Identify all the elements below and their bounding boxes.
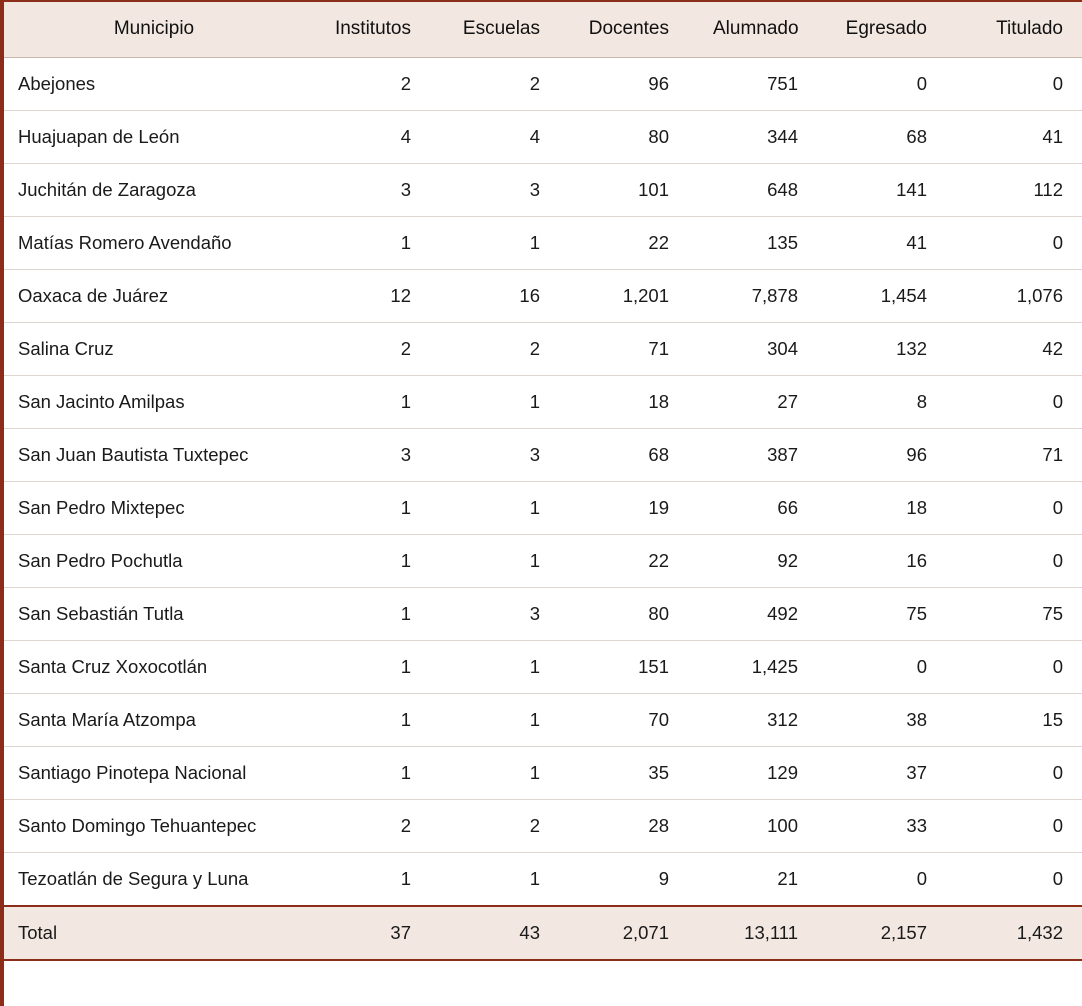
cell-total-label: Total	[4, 906, 304, 960]
cell-titulado: 42	[949, 323, 1082, 376]
cell-egresado: 132	[820, 323, 949, 376]
table-row	[4, 694, 1082, 747]
cell-alumnado: 21	[691, 853, 820, 907]
cell-egresado: 33	[820, 800, 949, 853]
cell-escuelas: 3	[433, 429, 562, 482]
cell-institutos: 1	[304, 588, 433, 641]
cell-municipio: Santo Domingo Tehuantepec	[4, 800, 304, 853]
cell-escuelas: 3	[433, 588, 562, 641]
cell-institutos: 1	[304, 376, 433, 429]
cell-titulado: 1,076	[949, 270, 1082, 323]
cell-docentes: 101	[562, 164, 691, 217]
cell-alumnado: 7,878	[691, 270, 820, 323]
cell-egresado: 0	[820, 641, 949, 694]
cell-docentes: 80	[562, 588, 691, 641]
cell-egresado: 37	[820, 747, 949, 800]
cell-alumnado: 66	[691, 482, 820, 535]
column-header-municipio: Municipio	[4, 1, 304, 58]
cell-egresado: 41	[820, 217, 949, 270]
cell-docentes: 35	[562, 747, 691, 800]
cell-titulado: 0	[949, 853, 1082, 907]
cell-institutos: 4	[304, 111, 433, 164]
cell-municipio: San Pedro Pochutla	[4, 535, 304, 588]
cell-titulado: 75	[949, 588, 1082, 641]
cell-alumnado: 648	[691, 164, 820, 217]
cell-total-institutos: 37	[304, 906, 433, 960]
cell-municipio: Santa Cruz Xoxocotlán	[4, 641, 304, 694]
cell-egresado: 38	[820, 694, 949, 747]
cell-titulado: 0	[949, 747, 1082, 800]
cell-institutos: 1	[304, 747, 433, 800]
cell-egresado: 0	[820, 853, 949, 907]
column-header-docentes: Docentes	[562, 1, 691, 58]
cell-docentes: 9	[562, 853, 691, 907]
cell-titulado: 0	[949, 217, 1082, 270]
cell-escuelas: 3	[433, 164, 562, 217]
cell-egresado: 75	[820, 588, 949, 641]
municipios-statistics-table	[4, 0, 1082, 961]
cell-escuelas: 1	[433, 482, 562, 535]
table-body	[4, 58, 1082, 961]
column-header-titulado: Titulado	[949, 1, 1082, 58]
cell-alumnado: 129	[691, 747, 820, 800]
column-header-alumnado: Alumnado	[691, 1, 820, 58]
cell-institutos: 2	[304, 58, 433, 111]
cell-docentes: 19	[562, 482, 691, 535]
cell-titulado: 112	[949, 164, 1082, 217]
cell-titulado: 71	[949, 429, 1082, 482]
cell-egresado: 141	[820, 164, 949, 217]
cell-institutos: 1	[304, 535, 433, 588]
cell-alumnado: 135	[691, 217, 820, 270]
cell-institutos: 1	[304, 694, 433, 747]
cell-institutos: 3	[304, 429, 433, 482]
table-row	[4, 376, 1082, 429]
table-row	[4, 217, 1082, 270]
cell-docentes: 151	[562, 641, 691, 694]
cell-municipio: Matías Romero Avendaño	[4, 217, 304, 270]
column-header-institutos: Institutos	[304, 1, 433, 58]
cell-docentes: 68	[562, 429, 691, 482]
cell-total-escuelas: 43	[433, 906, 562, 960]
cell-alumnado: 312	[691, 694, 820, 747]
table-row	[4, 58, 1082, 111]
cell-total-alumnado: 13,111	[691, 906, 820, 960]
cell-titulado: 0	[949, 535, 1082, 588]
cell-institutos: 2	[304, 800, 433, 853]
cell-municipio: San Sebastián Tutla	[4, 588, 304, 641]
cell-docentes: 80	[562, 111, 691, 164]
table-header-row	[4, 1, 1082, 58]
cell-escuelas: 4	[433, 111, 562, 164]
cell-institutos: 12	[304, 270, 433, 323]
cell-docentes: 22	[562, 535, 691, 588]
cell-docentes: 96	[562, 58, 691, 111]
table-row	[4, 535, 1082, 588]
cell-titulado: 0	[949, 58, 1082, 111]
cell-institutos: 2	[304, 323, 433, 376]
cell-municipio: Santa María Atzompa	[4, 694, 304, 747]
cell-alumnado: 344	[691, 111, 820, 164]
table-row	[4, 270, 1082, 323]
cell-alumnado: 304	[691, 323, 820, 376]
table-header	[4, 1, 1082, 58]
cell-escuelas: 2	[433, 800, 562, 853]
cell-escuelas: 1	[433, 641, 562, 694]
cell-municipio: Santiago Pinotepa Nacional	[4, 747, 304, 800]
cell-alumnado: 492	[691, 588, 820, 641]
cell-alumnado: 92	[691, 535, 820, 588]
cell-egresado: 16	[820, 535, 949, 588]
cell-institutos: 1	[304, 217, 433, 270]
table-row	[4, 800, 1082, 853]
cell-municipio: Salina Cruz	[4, 323, 304, 376]
cell-escuelas: 16	[433, 270, 562, 323]
cell-titulado: 0	[949, 641, 1082, 694]
cell-egresado: 1,454	[820, 270, 949, 323]
cell-egresado: 18	[820, 482, 949, 535]
cell-municipio: Oaxaca de Juárez	[4, 270, 304, 323]
cell-municipio: San Juan Bautista Tuxtepec	[4, 429, 304, 482]
column-header-escuelas: Escuelas	[433, 1, 562, 58]
cell-docentes: 71	[562, 323, 691, 376]
cell-egresado: 68	[820, 111, 949, 164]
cell-escuelas: 1	[433, 217, 562, 270]
cell-titulado: 0	[949, 482, 1082, 535]
cell-titulado: 0	[949, 800, 1082, 853]
cell-municipio: San Jacinto Amilpas	[4, 376, 304, 429]
table-row	[4, 164, 1082, 217]
cell-escuelas: 1	[433, 853, 562, 907]
table-row	[4, 482, 1082, 535]
cell-alumnado: 751	[691, 58, 820, 111]
cell-municipio: San Pedro Mixtepec	[4, 482, 304, 535]
cell-egresado: 0	[820, 58, 949, 111]
cell-alumnado: 100	[691, 800, 820, 853]
cell-escuelas: 1	[433, 376, 562, 429]
cell-escuelas: 2	[433, 58, 562, 111]
cell-titulado: 15	[949, 694, 1082, 747]
cell-institutos: 3	[304, 164, 433, 217]
cell-institutos: 1	[304, 482, 433, 535]
cell-total-docentes: 2,071	[562, 906, 691, 960]
cell-institutos: 1	[304, 641, 433, 694]
cell-escuelas: 2	[433, 323, 562, 376]
cell-municipio: Tezoatlán de Segura y Luna	[4, 853, 304, 907]
cell-titulado: 41	[949, 111, 1082, 164]
cell-alumnado: 387	[691, 429, 820, 482]
cell-docentes: 70	[562, 694, 691, 747]
table-total-row	[4, 906, 1082, 960]
cell-municipio: Abejones	[4, 58, 304, 111]
table-row	[4, 588, 1082, 641]
cell-municipio: Huajuapan de León	[4, 111, 304, 164]
table-row	[4, 111, 1082, 164]
table-row	[4, 323, 1082, 376]
cell-titulado: 0	[949, 376, 1082, 429]
table-row	[4, 853, 1082, 907]
cell-escuelas: 1	[433, 694, 562, 747]
table-row	[4, 641, 1082, 694]
cell-total-titulado: 1,432	[949, 906, 1082, 960]
table-row	[4, 429, 1082, 482]
cell-egresado: 96	[820, 429, 949, 482]
cell-docentes: 18	[562, 376, 691, 429]
cell-alumnado: 27	[691, 376, 820, 429]
cell-alumnado: 1,425	[691, 641, 820, 694]
cell-institutos: 1	[304, 853, 433, 907]
cell-escuelas: 1	[433, 747, 562, 800]
cell-escuelas: 1	[433, 535, 562, 588]
cell-total-egresado: 2,157	[820, 906, 949, 960]
cell-docentes: 22	[562, 217, 691, 270]
column-header-egresado: Egresado	[820, 1, 949, 58]
table-row	[4, 747, 1082, 800]
cell-docentes: 28	[562, 800, 691, 853]
cell-egresado: 8	[820, 376, 949, 429]
cell-docentes: 1,201	[562, 270, 691, 323]
cell-municipio: Juchitán de Zaragoza	[4, 164, 304, 217]
